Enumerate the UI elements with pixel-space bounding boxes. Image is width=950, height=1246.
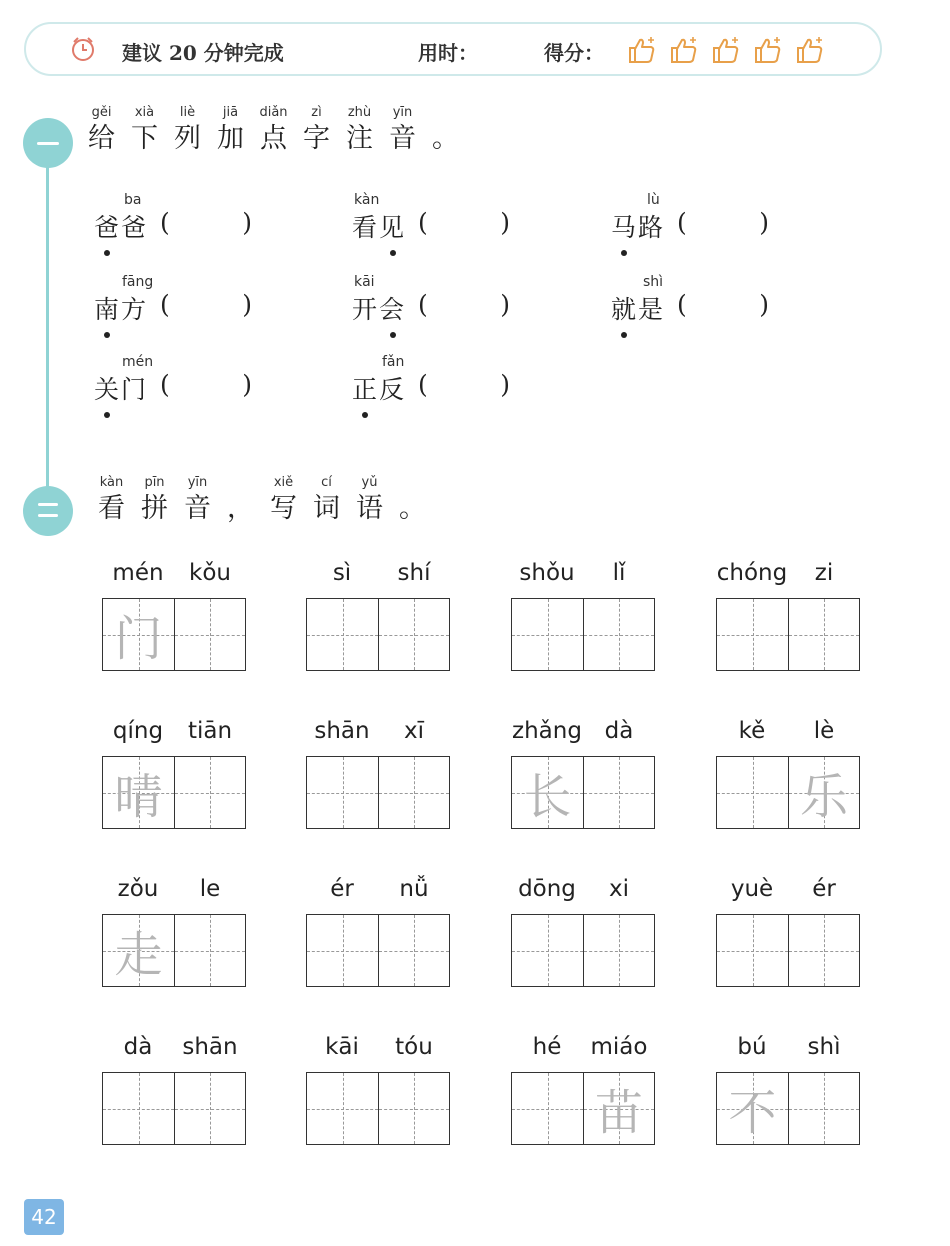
writing-cell[interactable] [512, 1073, 583, 1144]
pinyin-2: ér [812, 876, 836, 902]
pinyin-2: shì [807, 1034, 841, 1060]
writing-cell[interactable] [103, 599, 174, 670]
word-item [511, 560, 657, 672]
tian-grid [511, 756, 655, 829]
writing-cell[interactable] [788, 1073, 859, 1144]
suggested-time: 建议 20 分钟完成 [122, 41, 284, 65]
writing-cell[interactable] [583, 915, 654, 986]
tian-grid [511, 1072, 655, 1145]
trace-character [175, 599, 245, 670]
word: 开会 [352, 295, 407, 324]
title1-char [295, 104, 338, 156]
word-item [716, 1034, 862, 1146]
pinyin-1: shǒu [519, 560, 575, 586]
writing-cell[interactable] [512, 599, 583, 670]
title1-char-pinyin: jiā [222, 105, 239, 120]
tian-grid [102, 598, 246, 671]
writing-cell[interactable] [174, 599, 245, 670]
title1-char-hanzi: 字 [303, 123, 330, 154]
word-item [511, 718, 657, 830]
section-one-title [80, 104, 467, 156]
title2-char [90, 474, 133, 526]
tian-grid [511, 914, 655, 987]
word-pinyin [716, 1034, 862, 1066]
writing-cell[interactable] [788, 915, 859, 986]
title1-char [338, 104, 381, 156]
tian-grid [716, 598, 860, 671]
trace-character [307, 915, 378, 986]
title2-char [219, 474, 262, 526]
tian-grid [102, 914, 246, 987]
score-label: 得分： [544, 41, 604, 65]
writing-cell[interactable] [378, 1073, 449, 1144]
word-item [102, 876, 248, 988]
close-paren: ) [759, 290, 769, 319]
emphasis-dot [621, 332, 627, 338]
alarm-clock-icon [70, 36, 96, 62]
title2-char-hanzi: 拼 [141, 493, 168, 524]
word-pinyin [716, 718, 862, 750]
title1-char-pinyin: gěi [91, 105, 112, 120]
annotation-item [352, 192, 572, 272]
time-used-label: 用时： [418, 41, 478, 65]
writing-cell[interactable] [307, 1073, 378, 1144]
answer-blank[interactable] [677, 208, 769, 237]
pinyin-1: kě [738, 718, 766, 744]
writing-cell[interactable] [788, 757, 859, 828]
word-pinyin [306, 876, 452, 908]
writing-cell[interactable] [103, 757, 174, 828]
word-item [102, 718, 248, 830]
tian-grid [306, 756, 450, 829]
trace-character: 门 [114, 611, 163, 667]
title1-char-hanzi: 。 [432, 123, 459, 154]
given-pinyin: kāi [354, 274, 375, 290]
close-paren: ) [500, 370, 510, 399]
writing-cell[interactable] [378, 757, 449, 828]
title2-char-hanzi: ， [227, 493, 254, 524]
writing-cell[interactable] [788, 599, 859, 670]
pinyin-1: hé [532, 1034, 562, 1060]
writing-cell[interactable] [717, 599, 788, 670]
title2-char [391, 474, 434, 526]
title2-char-hanzi: 音 [184, 493, 211, 524]
writing-cell[interactable] [174, 915, 245, 986]
trace-character: 乐 [799, 769, 848, 825]
answer-blank[interactable] [160, 208, 252, 237]
thumbs-up-icon[interactable] [626, 34, 658, 66]
given-pinyin: kàn [354, 192, 380, 208]
pinyin-1: mén [112, 560, 164, 586]
open-paren: ( [418, 370, 428, 399]
title1-char [209, 104, 252, 156]
task-header [24, 22, 882, 76]
trace-character [584, 757, 654, 828]
pinyin-1: shān [314, 718, 370, 744]
trace-character: 长 [523, 769, 572, 825]
trace-character [512, 915, 583, 986]
pinyin-1: qíng [112, 718, 164, 744]
open-paren: ( [160, 290, 170, 319]
title2-char-hanzi: 写 [270, 493, 297, 524]
tian-grid [716, 914, 860, 987]
answer-blank[interactable] [160, 290, 252, 319]
pinyin-2: nǚ [399, 876, 429, 902]
word: 南方 [94, 295, 149, 324]
open-paren: ( [418, 208, 428, 237]
pinyin-2: kǒu [189, 560, 231, 586]
emphasis-dot [390, 332, 396, 338]
section-one-marker [23, 118, 73, 168]
writing-cell[interactable] [583, 757, 654, 828]
trace-character [379, 757, 449, 828]
word-item [102, 560, 248, 672]
tian-grid [306, 1072, 450, 1145]
close-paren: ) [500, 208, 510, 237]
trace-character [512, 599, 583, 670]
pinyin-1: zhǎng [512, 718, 582, 744]
word-pinyin [511, 560, 657, 592]
word: 关门 [94, 375, 149, 404]
title1-char-hanzi: 下 [131, 123, 158, 154]
score-thumbs [626, 34, 826, 66]
title1-char-hanzi: 注 [346, 123, 373, 154]
open-paren: ( [160, 370, 170, 399]
title2-char [176, 474, 219, 526]
title2-char-pinyin: yǔ [361, 475, 378, 490]
title1-char [252, 104, 295, 156]
given-pinyin: fāng [122, 274, 154, 290]
word-item [716, 560, 862, 672]
pinyin-2: miáo [590, 1034, 648, 1060]
given-pinyin: lù [647, 192, 660, 208]
writing-cell[interactable] [717, 757, 788, 828]
tian-grid [102, 1072, 246, 1145]
emphasis-dot [104, 250, 110, 256]
title2-char-hanzi: 词 [313, 493, 340, 524]
word-item [306, 718, 452, 830]
word-item [511, 876, 657, 988]
word-pinyin [511, 1034, 657, 1066]
answer-blank[interactable] [677, 290, 769, 319]
title2-char-pinyin: xiě [273, 475, 294, 490]
annotation-item [611, 192, 831, 272]
writing-cell[interactable] [307, 915, 378, 986]
trace-character [379, 599, 449, 670]
word: 就是 [611, 295, 666, 324]
thumbs-up-icon[interactable] [794, 34, 826, 66]
word-item [306, 876, 452, 988]
title2-char-pinyin: cí [321, 475, 332, 490]
title2-char [262, 474, 305, 526]
trace-character: 晴 [114, 769, 163, 825]
writing-cell[interactable] [378, 599, 449, 670]
title1-char-hanzi: 给 [88, 123, 115, 154]
annotation-item [352, 274, 572, 354]
trace-character [307, 757, 378, 828]
title2-char-pinyin: yīn [187, 475, 208, 490]
writing-cell[interactable] [103, 915, 174, 986]
open-paren: ( [160, 208, 170, 237]
trace-character [717, 757, 788, 828]
tian-grid [306, 598, 450, 671]
thumbs-up-icon[interactable] [668, 34, 700, 66]
annotation-item [352, 354, 572, 434]
annotation-item [94, 354, 314, 434]
trace-character: 走 [114, 927, 163, 983]
word-pinyin [102, 876, 248, 908]
trace-character: 不 [728, 1085, 777, 1141]
writing-cell[interactable] [307, 599, 378, 670]
pinyin-1: ér [330, 876, 354, 902]
given-pinyin: ba [124, 192, 142, 208]
trace-character [789, 1073, 859, 1144]
close-paren: ) [242, 370, 252, 399]
title1-char-pinyin: zì [311, 105, 322, 120]
word-pinyin [102, 718, 248, 750]
title1-char-hanzi: 加 [217, 123, 244, 154]
pinyin-2: tiān [187, 718, 233, 744]
title2-char-hanzi: 语 [356, 493, 383, 524]
word: 爸爸 [94, 213, 149, 242]
word-pinyin [306, 718, 452, 750]
writing-cell[interactable] [717, 915, 788, 986]
pinyin-1: sì [332, 560, 352, 586]
word: 看见 [352, 213, 407, 242]
title1-char [166, 104, 209, 156]
answer-blank[interactable] [418, 290, 510, 319]
word-pinyin [716, 876, 862, 908]
title1-char [123, 104, 166, 156]
pinyin-1: kāi [325, 1034, 359, 1060]
close-paren: ) [242, 208, 252, 237]
writing-cell[interactable] [103, 1073, 174, 1144]
writing-cell[interactable] [174, 757, 245, 828]
close-paren: ) [242, 290, 252, 319]
section-one-numeral [37, 142, 59, 145]
title1-char-hanzi: 列 [174, 123, 201, 154]
pinyin-2: le [199, 876, 221, 902]
pinyin-2: lǐ [612, 560, 626, 586]
tian-grid [511, 598, 655, 671]
writing-cell[interactable] [583, 599, 654, 670]
pinyin-1: yuè [730, 876, 774, 902]
word-pinyin [716, 560, 862, 592]
title2-char [305, 474, 348, 526]
trace-character [175, 915, 245, 986]
thumbs-up-icon[interactable] [752, 34, 784, 66]
title2-char-hanzi: 看 [98, 493, 125, 524]
title2-char-pinyin: pīn [144, 475, 165, 490]
title1-char-pinyin: liè [179, 105, 196, 120]
close-paren: ) [759, 208, 769, 237]
open-paren: ( [677, 290, 687, 319]
open-paren: ( [677, 208, 687, 237]
word-item [716, 876, 862, 988]
annotation-item [611, 274, 831, 354]
trace-character [175, 757, 245, 828]
word: 马路 [611, 213, 666, 242]
trace-character [379, 915, 449, 986]
word-item [511, 1034, 657, 1146]
answer-blank[interactable] [418, 370, 510, 399]
trace-character [307, 1073, 378, 1144]
word-item [306, 1034, 452, 1146]
trace-character [789, 915, 859, 986]
open-paren: ( [418, 290, 428, 319]
word-pinyin [306, 560, 452, 592]
pinyin-2: lè [813, 718, 835, 744]
page-number: 42 [24, 1199, 64, 1235]
trace-character: 苗 [594, 1085, 643, 1141]
section-timeline [46, 150, 49, 490]
title1-char [80, 104, 123, 156]
writing-cell[interactable] [583, 1073, 654, 1144]
pinyin-1: bú [737, 1034, 767, 1060]
writing-cell[interactable] [717, 1073, 788, 1144]
tian-grid [716, 1072, 860, 1145]
title1-char-hanzi: 音 [389, 123, 416, 154]
word-pinyin [511, 718, 657, 750]
trace-character [584, 915, 654, 986]
close-paren: ) [500, 290, 510, 319]
pinyin-1: zǒu [117, 876, 159, 902]
pinyin-2: xi [608, 876, 629, 902]
emphasis-dot [104, 412, 110, 418]
given-pinyin: fǎn [382, 354, 405, 370]
trace-character [103, 1073, 174, 1144]
title2-char-hanzi: 。 [399, 493, 426, 524]
title1-char-pinyin: diǎn [259, 105, 288, 120]
pinyin-2: xī [403, 718, 424, 744]
title1-char-pinyin: xià [134, 105, 155, 120]
tian-grid [102, 756, 246, 829]
emphasis-dot [390, 250, 396, 256]
word-item [306, 560, 452, 672]
emphasis-dot [362, 412, 368, 418]
word-item [716, 718, 862, 830]
title1-char-hanzi: 点 [260, 123, 287, 154]
answer-blank[interactable] [160, 370, 252, 399]
pinyin-2: shān [182, 1034, 238, 1060]
title1-char-pinyin: zhù [347, 105, 372, 120]
word-pinyin [102, 560, 248, 592]
trace-character [512, 1073, 583, 1144]
word-pinyin [511, 876, 657, 908]
pinyin-2: dà [604, 718, 634, 744]
section-two-marker [23, 486, 73, 536]
writing-cell[interactable] [174, 1073, 245, 1144]
pinyin-2: zi [814, 560, 834, 586]
writing-cell[interactable] [378, 915, 449, 986]
annotation-item [94, 192, 314, 272]
title2-char [133, 474, 176, 526]
emphasis-dot [621, 250, 627, 256]
writing-cell[interactable] [512, 757, 583, 828]
title2-char [348, 474, 391, 526]
answer-blank[interactable] [418, 208, 510, 237]
writing-cell[interactable] [512, 915, 583, 986]
annotation-item [94, 274, 314, 354]
trace-character [789, 599, 859, 670]
trace-character [379, 1073, 449, 1144]
trace-character [175, 1073, 245, 1144]
trace-character [717, 599, 788, 670]
pinyin-1: chóng [716, 560, 788, 586]
title2-char-pinyin: kàn [99, 475, 124, 490]
word-pinyin [102, 1034, 248, 1066]
word-item [102, 1034, 248, 1146]
title1-char-pinyin: yīn [392, 105, 413, 120]
thumbs-up-icon[interactable] [710, 34, 742, 66]
word: 正反 [352, 375, 407, 404]
pinyin-1: dōng [518, 876, 576, 902]
trace-character [584, 599, 654, 670]
trace-character [717, 915, 788, 986]
title1-char [424, 104, 467, 156]
tian-grid [306, 914, 450, 987]
writing-cell[interactable] [307, 757, 378, 828]
pinyin-2: tóu [395, 1034, 433, 1060]
given-pinyin: shì [643, 274, 664, 290]
pinyin-2: shí [397, 560, 431, 586]
word-pinyin [306, 1034, 452, 1066]
tian-grid [716, 756, 860, 829]
trace-character [307, 599, 378, 670]
pinyin-1: dà [123, 1034, 153, 1060]
given-pinyin: mén [122, 354, 154, 370]
title1-char [381, 104, 424, 156]
section-two-title [90, 474, 434, 526]
emphasis-dot [104, 332, 110, 338]
